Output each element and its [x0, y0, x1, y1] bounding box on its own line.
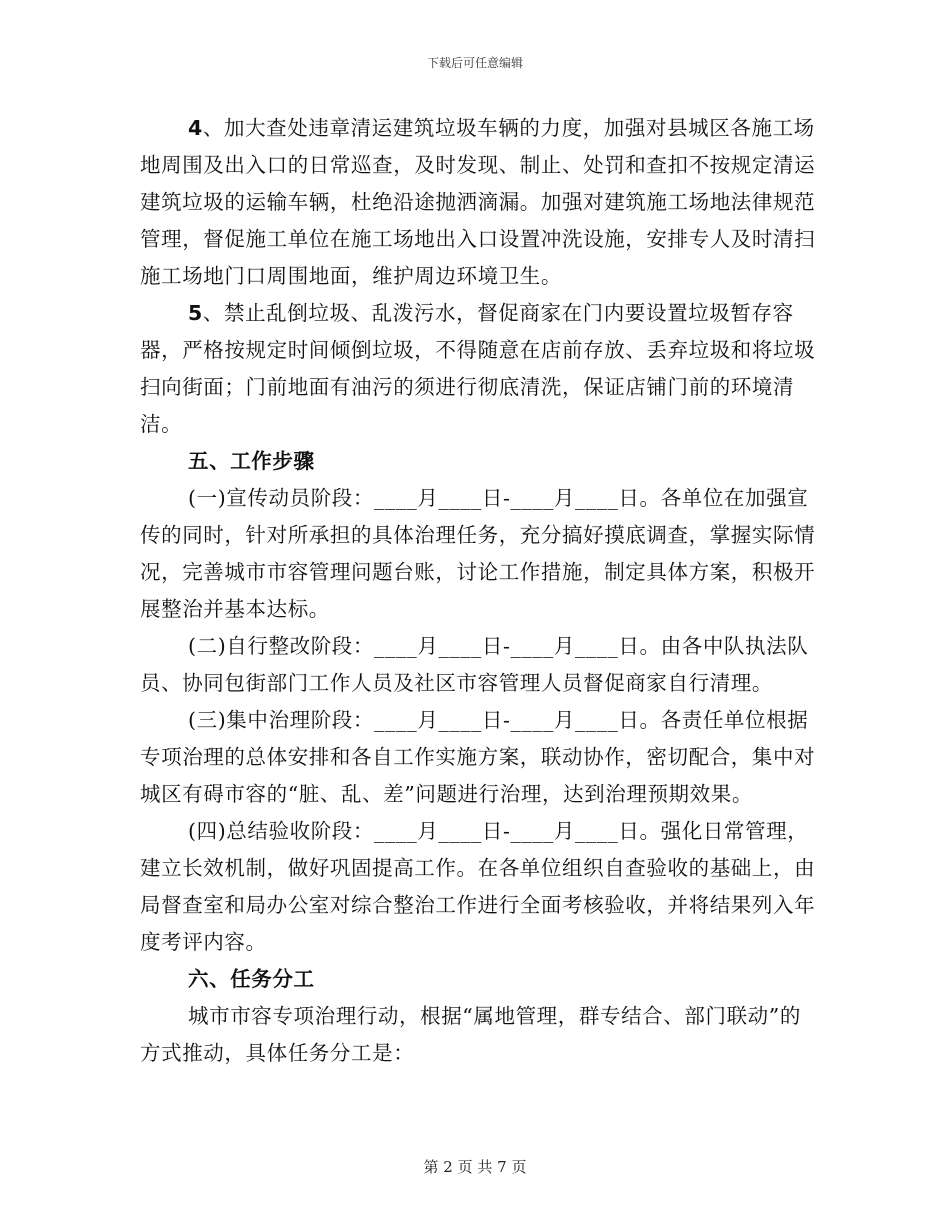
- step-self-rectification-phase: (二)自行整改阶段：____月____日-____月____日。由各中队执法队员、协同包街部门工作人员及社区市容管理人员督促商家自行清理。: [140, 634, 809, 695]
- step-concentrated-treatment-phase: (三)集中治理阶段：____月____日-____月____日。各责任单位根据专项治理的总体安排和各自工作实施方案，联动协作，密切配合，集中对城区有碍市容的“脏、乱、差”问题进行治理，达到治理预期效果。: [140, 708, 816, 806]
- section-heading-work-steps: 五、工作步骤: [188, 449, 315, 473]
- paragraph-item-4: [140, 110, 820, 295]
- page-header: 下载后可任意编辑: [426, 56, 523, 70]
- document-body: [140, 110, 820, 1072]
- section-heading-task-division: 六、任务分工: [188, 967, 315, 991]
- paragraph-text: 、加大查处违章清运建筑垃圾车辆的力度，加强对县城区各施工场地周围及出入口的日常巡查，及时发现、制止、处罚和查扣不按规定清运建筑垃圾的运输车辆，杜绝沿途抛洒滴漏。加强对建筑施工场地法律规范管理，督促施工单位在施工场地出入口设置冲洗设施，安排专人及时清扫施工场地门口周围地面，维护周边环境卫生。: [140, 116, 816, 288]
- page-footer-page-number: 第 2 页 共 7 页: [423, 1158, 527, 1176]
- item-number: 4: [188, 116, 203, 140]
- item-number: 5: [188, 301, 203, 325]
- step-summary-acceptance-phase: (四)总结验收阶段：____月____日-____月____日。强化日常管理，建立长效机制，做好巩固提高工作。在各单位组织自查验收的基础上，由局督查室和局办公室对综合整治工作进行全面考核验收，并将结果列入年度考评内容。: [140, 819, 816, 954]
- step-publicity-phase: (一)宣传动员阶段：____月____日-____月____日。各单位在加强宣传的同时，针对所承担的具体治理任务，充分搞好摸底调查，掌握实际情况，完善城市市容管理问题台账，讨论工作措施，制定具体方案，积极开展整治并基本达标。: [140, 486, 816, 621]
- paragraph-text: 、禁止乱倒垃圾、乱泼污水，督促商家在门内要设置垃圾暂存容器，严格按规定时间倾倒垃圾，不得随意在店前存放、丢弃垃圾和将垃圾扫向街面；门前地面有油污的须进行彻底清洗，保证店铺门前的环境清洁。: [140, 301, 816, 436]
- paragraph-item-5: [140, 295, 820, 443]
- task-division-intro: 城市市容专项治理行动，根据“属地管理，群专结合、部门联动”的方式推动，具体任务分工是：: [140, 1004, 801, 1065]
